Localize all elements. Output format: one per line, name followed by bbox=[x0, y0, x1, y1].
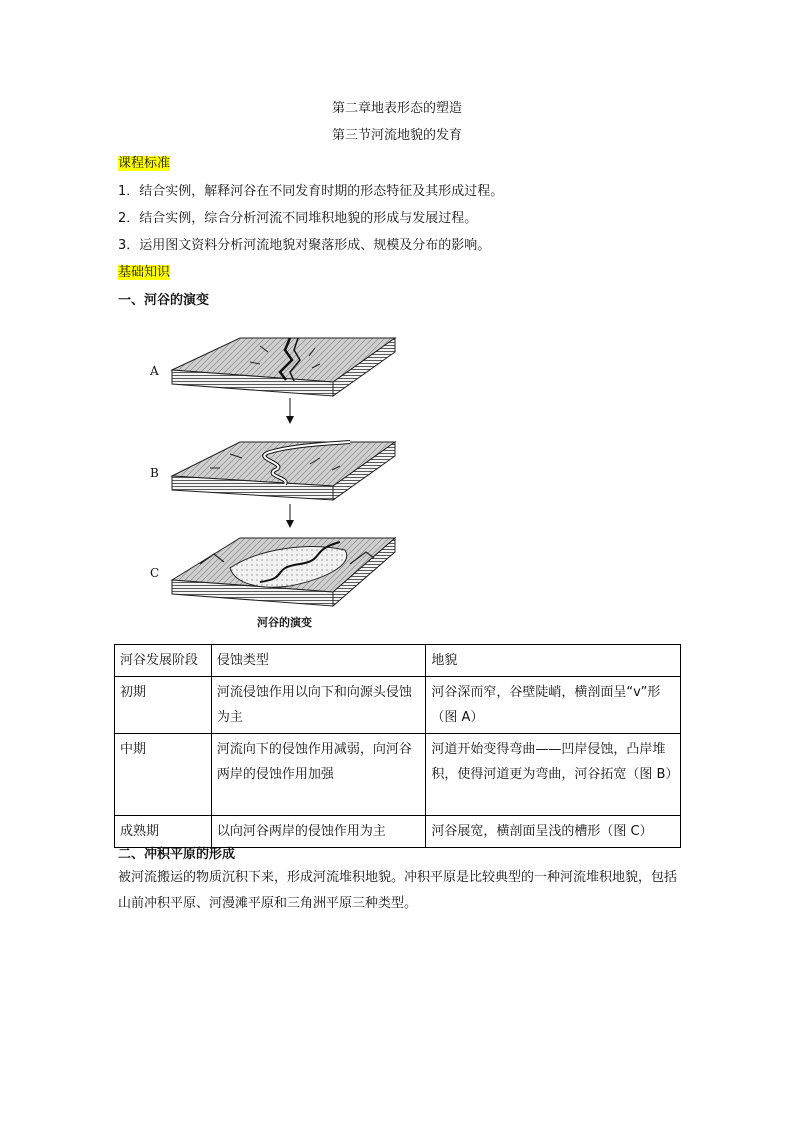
table-cell: 河谷展宽，横剖面呈浅的槽形（图 C） bbox=[426, 816, 681, 848]
table-cell: 河道开始变得弯曲——凹岸侵蚀，凸岸堆积，使得河道更为弯曲，河谷拓宽（图 B） bbox=[426, 734, 681, 816]
block-a bbox=[172, 338, 395, 396]
table-header-cell: 河谷发展阶段 bbox=[115, 645, 212, 677]
table-row bbox=[115, 734, 681, 816]
curriculum-heading: 课程标准 bbox=[118, 156, 171, 171]
part1-title: 一、河谷的演变 bbox=[118, 293, 210, 308]
section-title: 第三节河流地貌的发育 bbox=[331, 128, 462, 143]
table-cell: 初期 bbox=[115, 677, 212, 734]
table-cell: 河谷深而窄，谷壁陡峭，横剖面呈“v”形（图 A） bbox=[426, 677, 681, 734]
curriculum-item-3: 3．运用图文资料分析河流地貌对聚落形成、规模及分布的影响。 bbox=[118, 238, 491, 253]
figure-label-a: A bbox=[150, 364, 159, 378]
figure-caption: 河谷的演变 bbox=[257, 616, 312, 629]
part2-title: 二、冲积平原的形成 bbox=[118, 847, 236, 862]
table-header-row bbox=[115, 645, 681, 677]
curriculum-item-1: 1．结合实例，解释河谷在不同发育时期的形态特征及其形成过程。 bbox=[118, 184, 504, 199]
arrow-b-c bbox=[286, 504, 294, 528]
table-cell: 中期 bbox=[115, 734, 212, 816]
chapter-title: 第二章地表形态的塑造 bbox=[331, 101, 462, 116]
table-row bbox=[115, 677, 681, 734]
table-cell: 河流向下的侵蚀作用减弱，向河谷两岸的侵蚀作用加强 bbox=[211, 734, 426, 816]
table-header-cell: 侵蚀类型 bbox=[211, 645, 426, 677]
table-cell: 河流侵蚀作用以向下和向源头侵蚀为主 bbox=[211, 677, 426, 734]
block-b bbox=[172, 442, 395, 500]
arrow-a-b bbox=[286, 398, 294, 424]
valley-diagram bbox=[140, 328, 420, 618]
block-c bbox=[172, 538, 395, 606]
basics-heading: 基础知识 bbox=[118, 265, 171, 280]
valley-evolution-figure bbox=[140, 328, 420, 628]
valley-stage-table bbox=[114, 644, 681, 848]
figure-label-b: B bbox=[150, 466, 159, 480]
table-header-cell: 地貌 bbox=[426, 645, 681, 677]
table-cell: 以向河谷两岸的侵蚀作用为主 bbox=[211, 816, 426, 848]
part2-paragraph: 被河流搬运的物质沉积下来，形成河流堆积地貌。冲积平原是比较典型的一种河流堆积地貌，包括山前冲积平原、河漫滩平原和三角洲平原三种类型。 bbox=[118, 870, 678, 911]
table-cell: 成熟期 bbox=[115, 816, 212, 848]
figure-label-c: C bbox=[150, 566, 160, 580]
curriculum-item-2: 2．结合实例，综合分析河流不同堆积地貌的形成与发展过程。 bbox=[118, 211, 478, 226]
